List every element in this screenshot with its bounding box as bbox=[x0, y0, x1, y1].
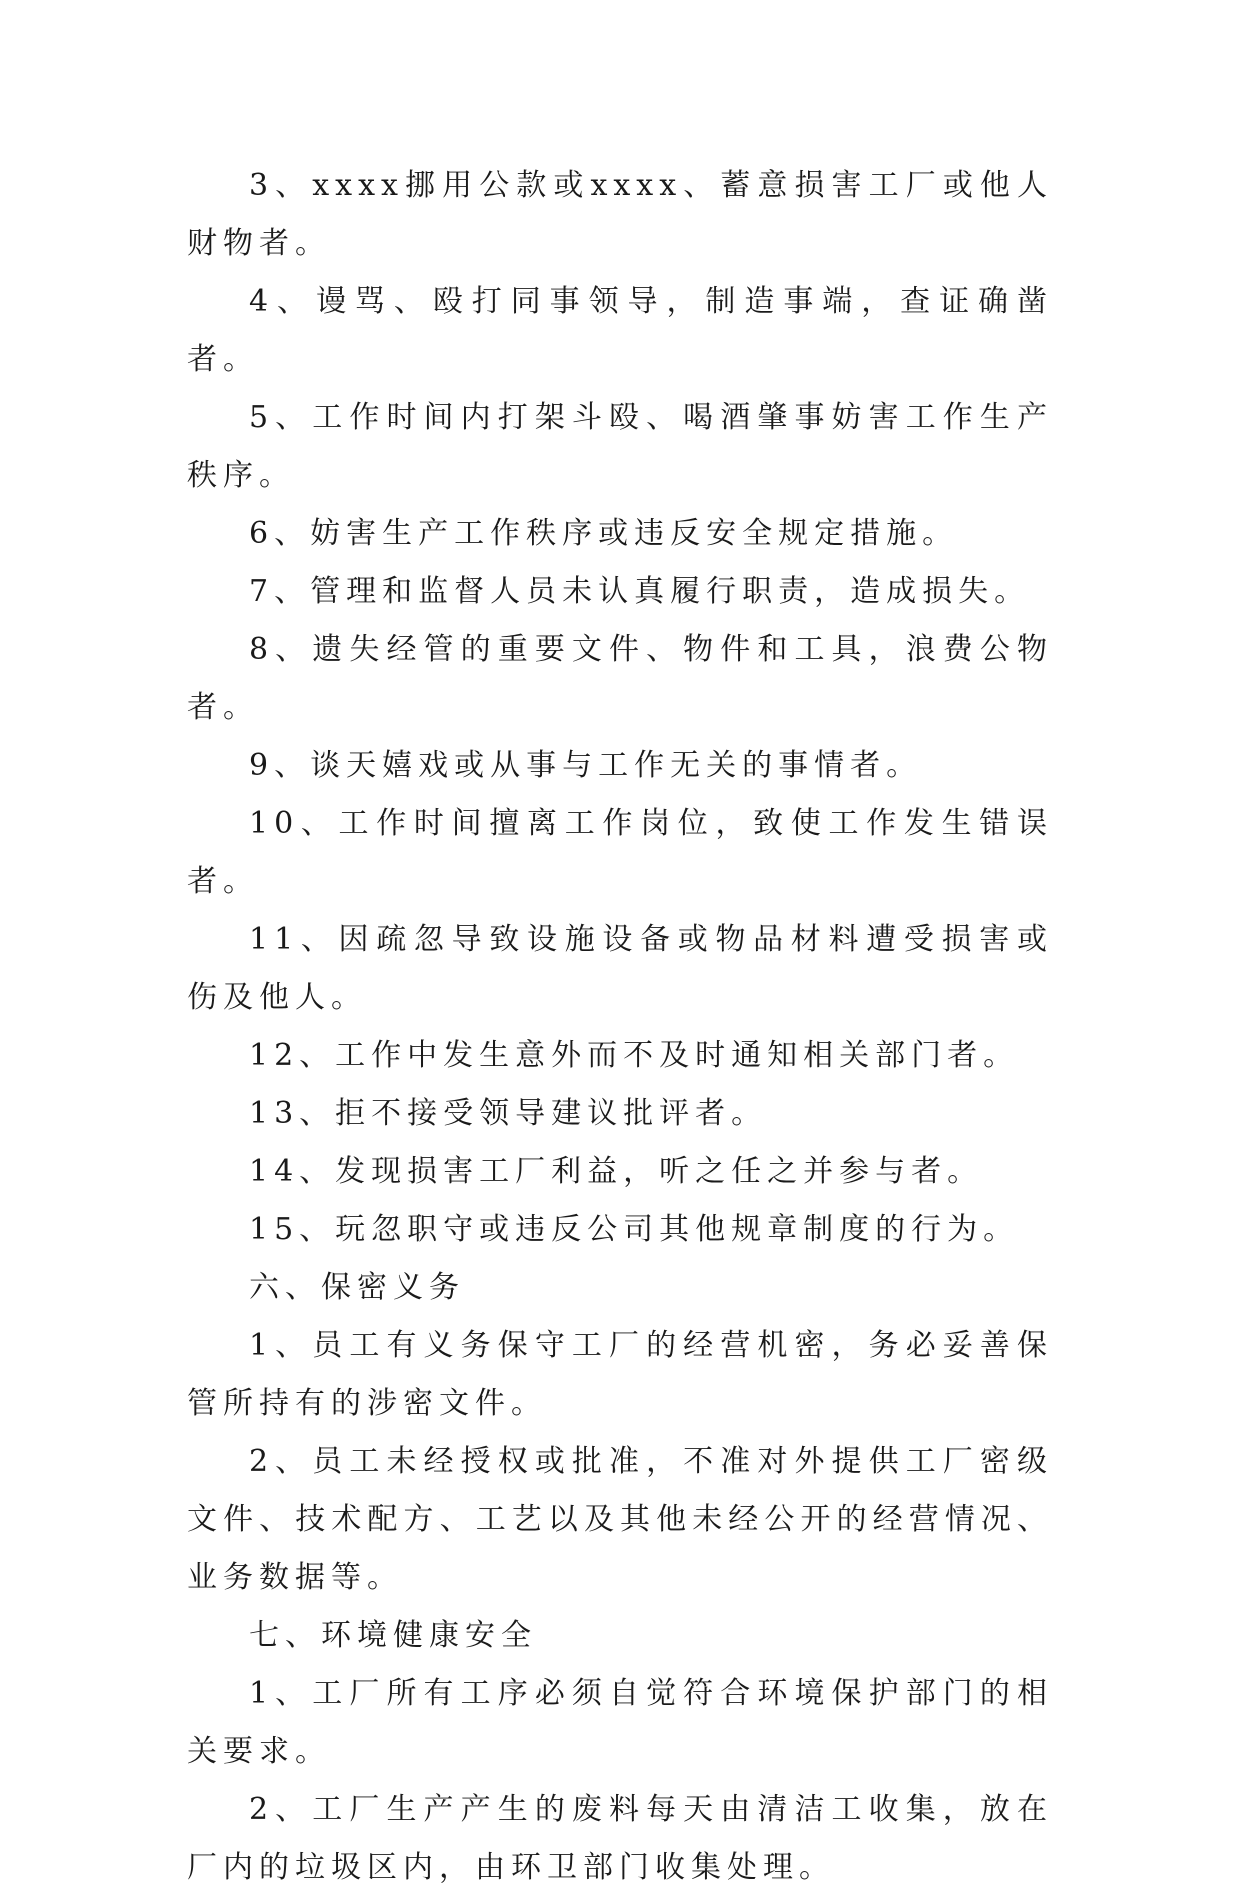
paragraph-item-11: 11、因疏忽导致设施设备或物品材料遭受损害或伤及他人。 bbox=[187, 922, 1053, 1015]
paragraph-item-4: 4、谩骂、殴打同事领导，制造事端，查证确凿者。 bbox=[187, 284, 1053, 377]
section-heading-ehs: 七、环境健康安全 bbox=[249, 1618, 537, 1653]
ehs-item-2: 2、工厂生产产生的废料每天由清洁工收集，放在厂内的垃圾区内，由环卫部门收集处理。 bbox=[187, 1792, 1053, 1885]
paragraph-item-5: 5、工作时间内打架斗殴、喝酒肇事妨害工作生产秩序。 bbox=[187, 400, 1053, 493]
paragraph-item-15: 15、玩忽职守或违反公司其他规章制度的行为。 bbox=[249, 1212, 1020, 1247]
section-heading-confidentiality: 六、保密义务 bbox=[249, 1270, 465, 1305]
paragraph-item-13: 13、拒不接受领导建议批评者。 bbox=[249, 1096, 768, 1131]
paragraph-item-7: 7、管理和监督人员未认真履行职责，造成损失。 bbox=[249, 574, 1031, 609]
paragraph-item-12: 12、工作中发生意外而不及时通知相关部门者。 bbox=[249, 1038, 1020, 1073]
confidentiality-item-1: 1、员工有义务保守工厂的经营机密，务必妥善保管所持有的涉密文件。 bbox=[187, 1328, 1053, 1421]
confidentiality-item-2: 2、员工未经授权或批准，不准对外提供工厂密级文件、技术配方、工艺以及其他未经公开的经营情况、业务数据等。 bbox=[187, 1444, 1053, 1595]
paragraph-item-10: 10、工作时间擅离工作岗位，致使工作发生错误者。 bbox=[187, 806, 1053, 899]
paragraph-item-9: 9、谈天嬉戏或从事与工作无关的事情者。 bbox=[249, 748, 923, 783]
paragraph-item-3: 3、xxxx挪用公款或xxxx、蓄意损害工厂或他人财物者。 bbox=[187, 168, 1053, 261]
ehs-item-1: 1、工厂所有工序必须自觉符合环境保护部门的相关要求。 bbox=[187, 1676, 1053, 1769]
paragraph-item-14: 14、发现损害工厂利益，听之任之并参与者。 bbox=[249, 1154, 984, 1189]
paragraph-item-8: 8、遗失经管的重要文件、物件和工具，浪费公物者。 bbox=[187, 632, 1053, 725]
document-body bbox=[187, 157, 1053, 1897]
paragraph-item-6: 6、妨害生产工作秩序或违反安全规定措施。 bbox=[249, 516, 959, 551]
